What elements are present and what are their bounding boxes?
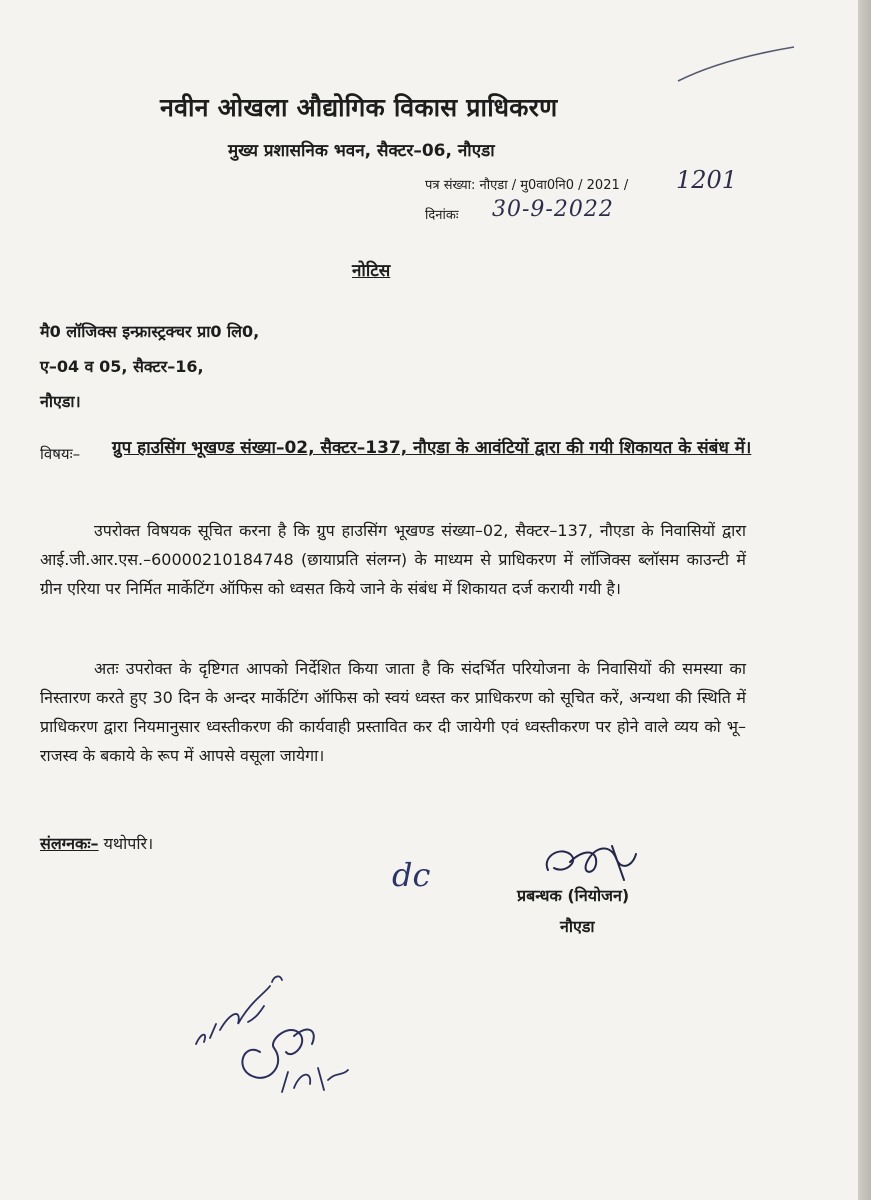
date-handwritten: 30-9-2022 bbox=[492, 197, 614, 222]
letter-number-handwritten: 1201 bbox=[676, 166, 738, 194]
manager-signature bbox=[540, 840, 650, 890]
page-edge-shadow bbox=[858, 0, 871, 1200]
organization-address: मुख्य प्रशासनिक भवन, सैक्टर–06, नौएडा bbox=[228, 141, 495, 161]
handwritten-dc-note: dc bbox=[392, 856, 431, 894]
letter-number-label: पत्र संख्या: नौएडा / मु0वा0नि0 / 2021 / bbox=[425, 178, 629, 193]
enclosure-value: यथोपरि। bbox=[103, 834, 154, 853]
enclosure-label: संलग्नकः– bbox=[40, 834, 99, 853]
subject-text: ग्रुप हाउसिंग भूखण्ड संख्या–02, सैक्टर–137, नौएडा के आवंटियों द्वारा की गयी शिकायत के संबंध में। bbox=[112, 438, 752, 458]
body-paragraph-2: अतः उपरोक्त के दृष्टिगत आपको निर्देशित किया जाता है कि संदर्भित परियोजना के निवासियों की समस्या का निस्तारण करते हुए 30 दिन के अन्दर मार्केटिंग ऑफिस को स्वयं ध्वस्त कर प्राधिकरण को सूचित करें, अन्यथा की स्थिति में प्राधिकरण द्वारा नियमानुसार ध्वस्तीकरण की कार्यवाही प्रस्तावित कर दी जायेगी एवं ध्वस्तीकरण पर होने वाले व्यय को भू–राजस्व के बकाये के रूप में आपसे वसूला जायेगा। bbox=[40, 659, 746, 765]
body-paragraph-1: उपरोक्त विषयक सूचित करना है कि ग्रुप हाउसिंग भूखण्ड संख्या–02, सैक्टर–137, नौएडा के निवासियों द्वारा आई.जी.आर.एस.–60000210184748 (छायाप्रति संलग्न) के माध्यम से प्राधिकरण में लॉजिक्स ब्लॉसम काउन्टी में ग्रीन एरिया पर निर्मित मार्केटिंग ऑफिस को ध्वसत किये जाने के संबंध में शिकायत दर्ज करायी गयी है। bbox=[40, 521, 746, 598]
enclosure-line bbox=[40, 832, 153, 854]
date-label: दिनांकः bbox=[425, 208, 459, 223]
addressee-line-2: ए–04 व 05, सैक्टर–16, bbox=[40, 357, 204, 376]
corner-pen-mark bbox=[676, 45, 796, 85]
signatory-city: नौएडा bbox=[560, 917, 595, 936]
organization-name: नवीन ओखला औद्योगिक विकास प्राधिकरण bbox=[160, 93, 558, 122]
addressee-line-3: नौएडा। bbox=[40, 392, 81, 411]
notice-title: नोटिस bbox=[352, 261, 391, 281]
margin-handwritten-endorsement bbox=[190, 972, 360, 1112]
addressee-line-1: मै0 लॉजिक्स इन्फ्रास्ट्रक्चर प्रा0 लि0, bbox=[40, 322, 260, 341]
subject-label: विषयः– bbox=[40, 445, 81, 463]
signatory-designation: प्रबन्धक (नियोजन) bbox=[517, 886, 630, 905]
